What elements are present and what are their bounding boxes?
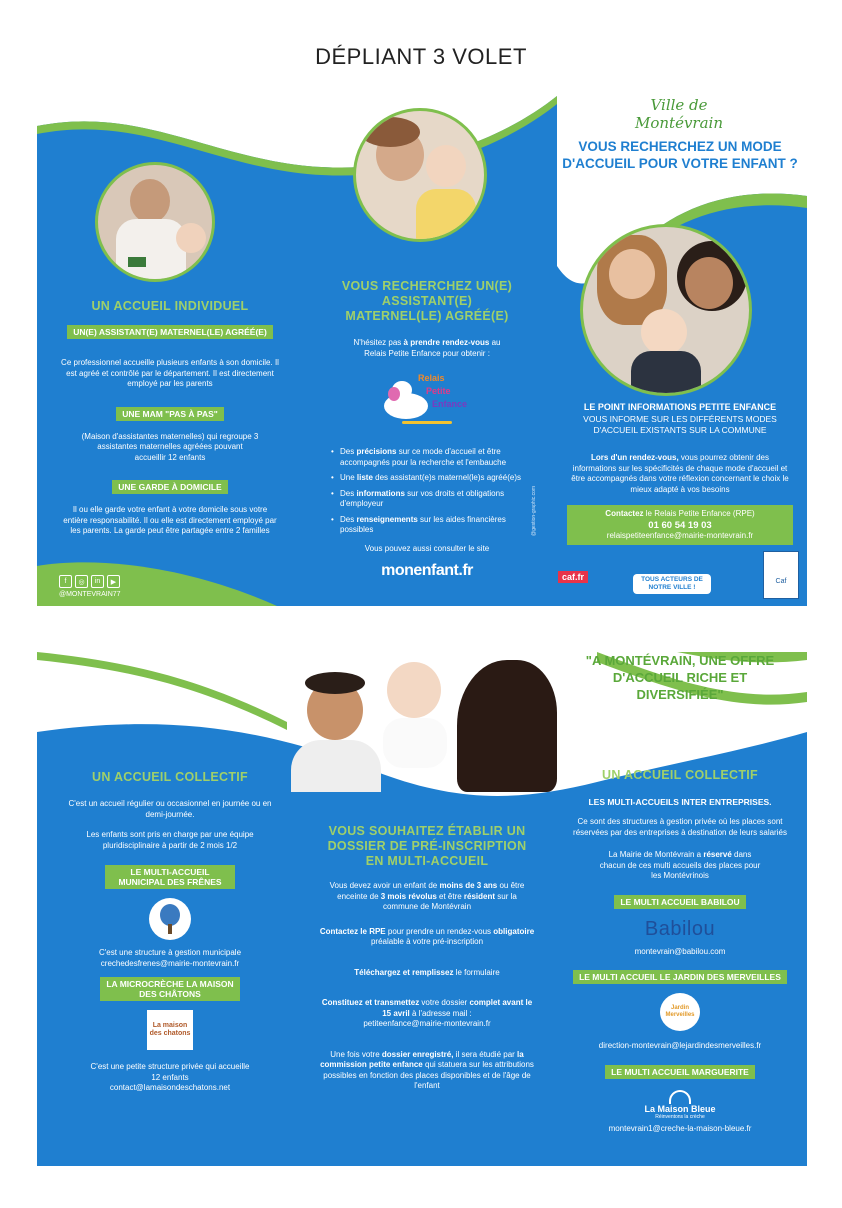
bar-jardin: LE MULTI ACCUEIL LE JARDIN DES MERVEILLES [573, 970, 787, 984]
site-intro: Vous pouvez aussi consulter le site [364, 543, 490, 553]
babilou-email[interactable]: montevrain@babilou.com [634, 946, 726, 956]
youtube-icon[interactable]: ▶ [107, 575, 120, 588]
document-title: DÉPLIANT 3 VOLET [315, 44, 527, 69]
subheading-inter-entreprises: LES MULTI-ACCUEILS INTER ENTREPRISES. [588, 797, 772, 807]
house-icon [669, 1090, 691, 1104]
benefits-list [331, 447, 531, 536]
list-item: • Des informations sur vos droits et obligations d'employeur [331, 489, 531, 510]
list-item: • Une liste des assistant(e)s maternel(le)s agréé(e)s [331, 473, 531, 484]
monenfant-logo[interactable]: monenfant.fr [381, 562, 473, 579]
brochure-front [37, 96, 807, 606]
facebook-icon[interactable]: f [59, 575, 72, 588]
dept-logo: Caf [763, 551, 799, 599]
text-home-care: Il ou elle garde votre enfant à votre domicile sous votre entière responsabilité. Il ou elle est directement employé par les parents. La garde peut être partagée entre 2 familles [63, 505, 277, 535]
list-item: • Des précisions sur ce mode d'accueil et être accompagnés pour la recherche et l'embauche [331, 447, 531, 468]
heading-assistant-search: VOUS RECHERCHEZ UN(E) ASSISTANT(E) MATERNEL(LE) AGRÉÉ(E) [341, 279, 513, 323]
inter-text1: Ce sont des structures à gestion privée où les places sont réservées par des entreprises à destination de leurs salariés [573, 817, 787, 837]
preins-step3: Téléchargez et remplissez le formulaire [354, 967, 500, 977]
panel-collective-right [555, 768, 805, 1134]
preins-step5: Une fois votre dossier enregistré, il sera étudié par la commission petite enfance qui statuera sur les attributions possibles en fonction des places disponibles et de l'âge de l'enfant [320, 1049, 534, 1090]
quote-text: "A MONTÉVRAIN, UNE OFFRE D'ACCUEIL RICHE ET DIVERSIFIÉE" [585, 653, 775, 702]
bar-chatons: LA MICROCRÈCHE LA MAISON DES CHÂTONS [100, 977, 240, 1001]
intro-rpe: N'hésitez pas à prendre rendez-vous au Relais Petite Enfance pour obtenir : [353, 338, 501, 358]
info-text: VOUS INFORME SUR LES DIFFÉRENTS MODES D'ACCUEIL EXISTANTS SUR LA COMMUNE [583, 414, 777, 435]
frenes-logo [149, 898, 191, 940]
chatons-text: C'est une petite structure privée qui accueille 12 enfants [90, 1062, 250, 1082]
inter-text2: La Mairie de Montévrain a réservé dans chacun de ces multi accueils des places pour les Montévrinois [599, 850, 761, 880]
panel-assistant-search [307, 279, 547, 580]
photo-mother-baby [353, 108, 487, 242]
panel-quote [555, 652, 805, 703]
contact-email[interactable]: relaispetiteenfance@mairie-montevrain.fr [606, 530, 754, 540]
panel-preinscription [307, 824, 547, 1092]
contact-box [567, 505, 793, 545]
photo-childminder [95, 162, 215, 282]
photo-parents-baby [267, 652, 577, 792]
panel-collective-left [45, 770, 295, 1094]
text-mam: (Maison d'assistantes maternelles) qui regroupe 3 assistantes maternelles agréées pouvant accueillir 12 enfants [81, 431, 259, 462]
contact-phone[interactable]: 01 60 54 19 03 [648, 519, 712, 531]
panel-right-heading [555, 138, 805, 172]
info-title: LE POINT INFORMATIONS PETITE ENFANCE [583, 402, 777, 412]
maison-bleue-logo: La Maison Bleue [644, 1103, 716, 1114]
preins-step1: Vous devez avoir un enfant de moins de 3 ans ou être enceinte de 3 mois révolus et être résident sur la commune de Montévrain [329, 881, 525, 911]
bar-frenes: LE MULTI-ACCUEIL MUNICIPAL DES FRÊNES [105, 865, 235, 889]
badge-acteurs: TOUS ACTEURS DE NOTRE VILLE ! [633, 574, 711, 594]
bar-babilou: LE MULTI ACCUEIL BABILOU [614, 895, 745, 909]
list-item: • Des renseignements sur les aides financières possibles [331, 515, 531, 536]
relais-logo: Relais Petite Enfance [382, 369, 472, 429]
text-assistant: Ce professionnel accueille plusieurs enfants à son domicile. Il est agréé et contrôlé par le département. Il est directement employé par les parents [61, 358, 279, 388]
heading-preinscription: VOUS SOUHAITEZ ÉTABLIR UN DOSSIER DE PRÉ-INSCRIPTION EN MULTI-ACCUEIL [327, 824, 527, 868]
chatons-logo: La maison des chatons [147, 1010, 193, 1050]
contact-line: Contactez le Relais Petite Enfance (RPE) [605, 509, 755, 518]
jardin-logo: Jardin Merveilles [660, 993, 700, 1031]
design-credit: @gestion-graphic.com [531, 485, 537, 536]
panel-individual [45, 299, 295, 537]
caf-logo: caf.fr [558, 571, 588, 583]
collective-intro2: Les enfants sont pris en charge par une équipe pluridisciplinaire à partir de 2 mois 1/2 [86, 830, 254, 850]
heading-search-mode: VOUS RECHERCHEZ UN MODE D'ACCUEIL POUR VOTRE ENFANT ? [562, 139, 798, 171]
bar-home-care: UNE GARDE À DOMICILE [112, 480, 227, 494]
frenes-email[interactable]: crechedesfrenes@mairie-montevrain.fr [100, 958, 240, 968]
preins-step4: Constituez et transmettez votre dossier complet avant le 15 avril à l'adresse mail : petiteenfance@mairie-montevrain.fr [321, 998, 533, 1028]
bar-mam: UNE MAM "PAS À PAS" [116, 407, 224, 421]
rdv-text: Lors d'un rendez-vous, vous pourrez obtenir des informations sur les spécificités de chaque mode d'accueil et être accompagnés dans votre réflexion concernant le choix le mieux adapté à vos besoins [571, 453, 789, 494]
jardin-email[interactable]: direction-montevrain@lejardindesmerveilles.fr [598, 1041, 762, 1050]
bar-assistant: UN(E) ASSISTANT(E) MATERNEL(LE) AGRÉÉ(E) [67, 325, 273, 339]
panel-info-point [555, 402, 805, 545]
linkedin-icon[interactable]: in [91, 575, 104, 588]
heading-collective-right: UN ACCUEIL COLLECTIF [602, 768, 758, 782]
city-logo: Ville de Montévrain [634, 96, 723, 132]
bar-marguerite: LE MULTI ACCUEIL MARGUERITE [605, 1065, 755, 1079]
social-handle: @MONTEVRAIN77 [59, 591, 121, 598]
preins-step2: Contactez le RPE pour prendre un rendez-vous obligatoire préalable à votre pré-inscription [319, 926, 535, 946]
maison-bleue-tagline: Réinventons la crèche [655, 1113, 705, 1120]
photo-family [580, 224, 752, 396]
frenes-text: C'est une structure à gestion municipale [98, 948, 242, 957]
heading-individual: UN ACCUEIL INDIVIDUEL [91, 299, 249, 313]
brochure-back [37, 652, 807, 1166]
chatons-email[interactable]: contact@lamaisondeschatons.net [109, 1083, 231, 1092]
collective-intro1: C'est un accueil régulier ou occasionnel en journée ou en demi-journée. [68, 799, 272, 819]
instagram-icon[interactable]: ◎ [75, 575, 88, 588]
maison-bleue-email[interactable]: montevrain1@creche-la-maison-bleue.fr [608, 1123, 752, 1133]
social-icons [59, 575, 120, 588]
babilou-logo: Babilou [644, 917, 716, 940]
heading-collective-left: UN ACCUEIL COLLECTIF [92, 770, 248, 784]
